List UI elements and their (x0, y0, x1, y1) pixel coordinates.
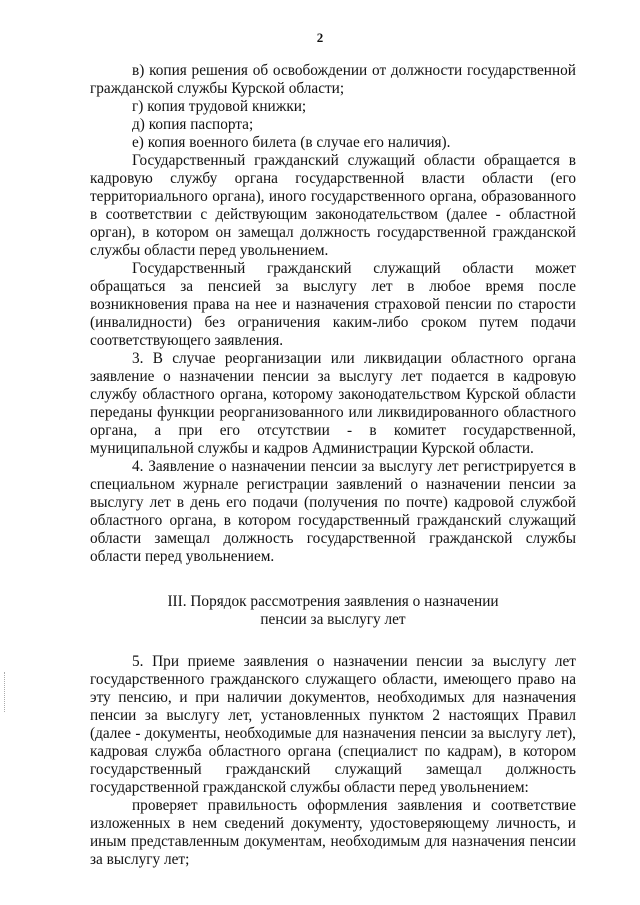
section-heading (90, 593, 576, 629)
paragraph-any-time: Государственный гражданский служащий области может обращаться за пенсией за выслугу лет в любое время после возникновения права на нее и назначения страховой пенсии по старости (инвалидности) без ограничения каким-либо сроком путем подачи соответствующего заявления. (90, 260, 576, 349)
paragraph-item-g: г) копия трудовой книжки; (132, 98, 307, 115)
paragraph-clause-3: 3. В случае реорганизации или ликвидации областного органа заявление о назначении пенсии за выслугу лет подается в кадровую службу областного органа, которому законодательством Курской области переданы функции реорганизованного или ликвидированного областного органа, а при его отсутствии - в комитет государственной, муниципальной службы и кадров Администрации Курской области. (90, 350, 576, 457)
document-body (90, 62, 576, 869)
page-number: 2 (316, 30, 324, 45)
section-heading-line-1: III. Порядок рассмотрения заявления о назначении (167, 593, 499, 610)
paragraph-item-d: д) копия паспорта; (132, 116, 254, 133)
paragraph-clause-5: 5. При приеме заявления о назначении пенсии за выслугу лет государственного гражданского служащего области, имеющего право на эту пенсию, и при наличии документов, необходимых для назначения пенсии за выслугу лет, установленных пунктом 2 настоящих Правил (далее - документы, необходимые для назначения пенсии за выслугу лет), кадровая служба областного органа (специалист по кадрам), в котором государственный гражданский служащий замещал должность государственной гражданской службы области перед увольнением: (90, 653, 576, 796)
margin-mark (4, 672, 7, 712)
paragraph-item-e: е) копия военного билета (в случае его наличия). (132, 134, 451, 151)
paragraph-clause-4: 4. Заявление о назначении пенсии за выслугу лет регистрируется в специальном журнале регистрации заявлений о назначении пенсии за выслугу лет в день его подачи (получения по почте) кадровой службой областного органа, в котором государственный гражданский служащий области замещал должность государственной гражданской службы области перед увольнением. (90, 458, 576, 565)
section-heading-line-2: пенсии за выслугу лет (260, 611, 406, 628)
paragraph-item-v: в) копия решения об освобождении от должности государственной гражданской службы Курской области; (90, 62, 576, 97)
paragraph-applies-hr: Государственный гражданский служащий области обращается в кадровую службу органа государственной власти области (его территориального органа), иного государственного органа, образованного в соответствии с действующим законодательством (далее - областной орган), в котором он замещал должность государственной гражданской службы области перед увольнением. (90, 152, 576, 259)
paragraph-verifies: проверяет правильность оформления заявления и соответствие изложенных в нем сведений документу, удостоверяющему личность, и иным представленным документам, необходимым для назначения пенсии за выслугу лет; (90, 797, 576, 868)
